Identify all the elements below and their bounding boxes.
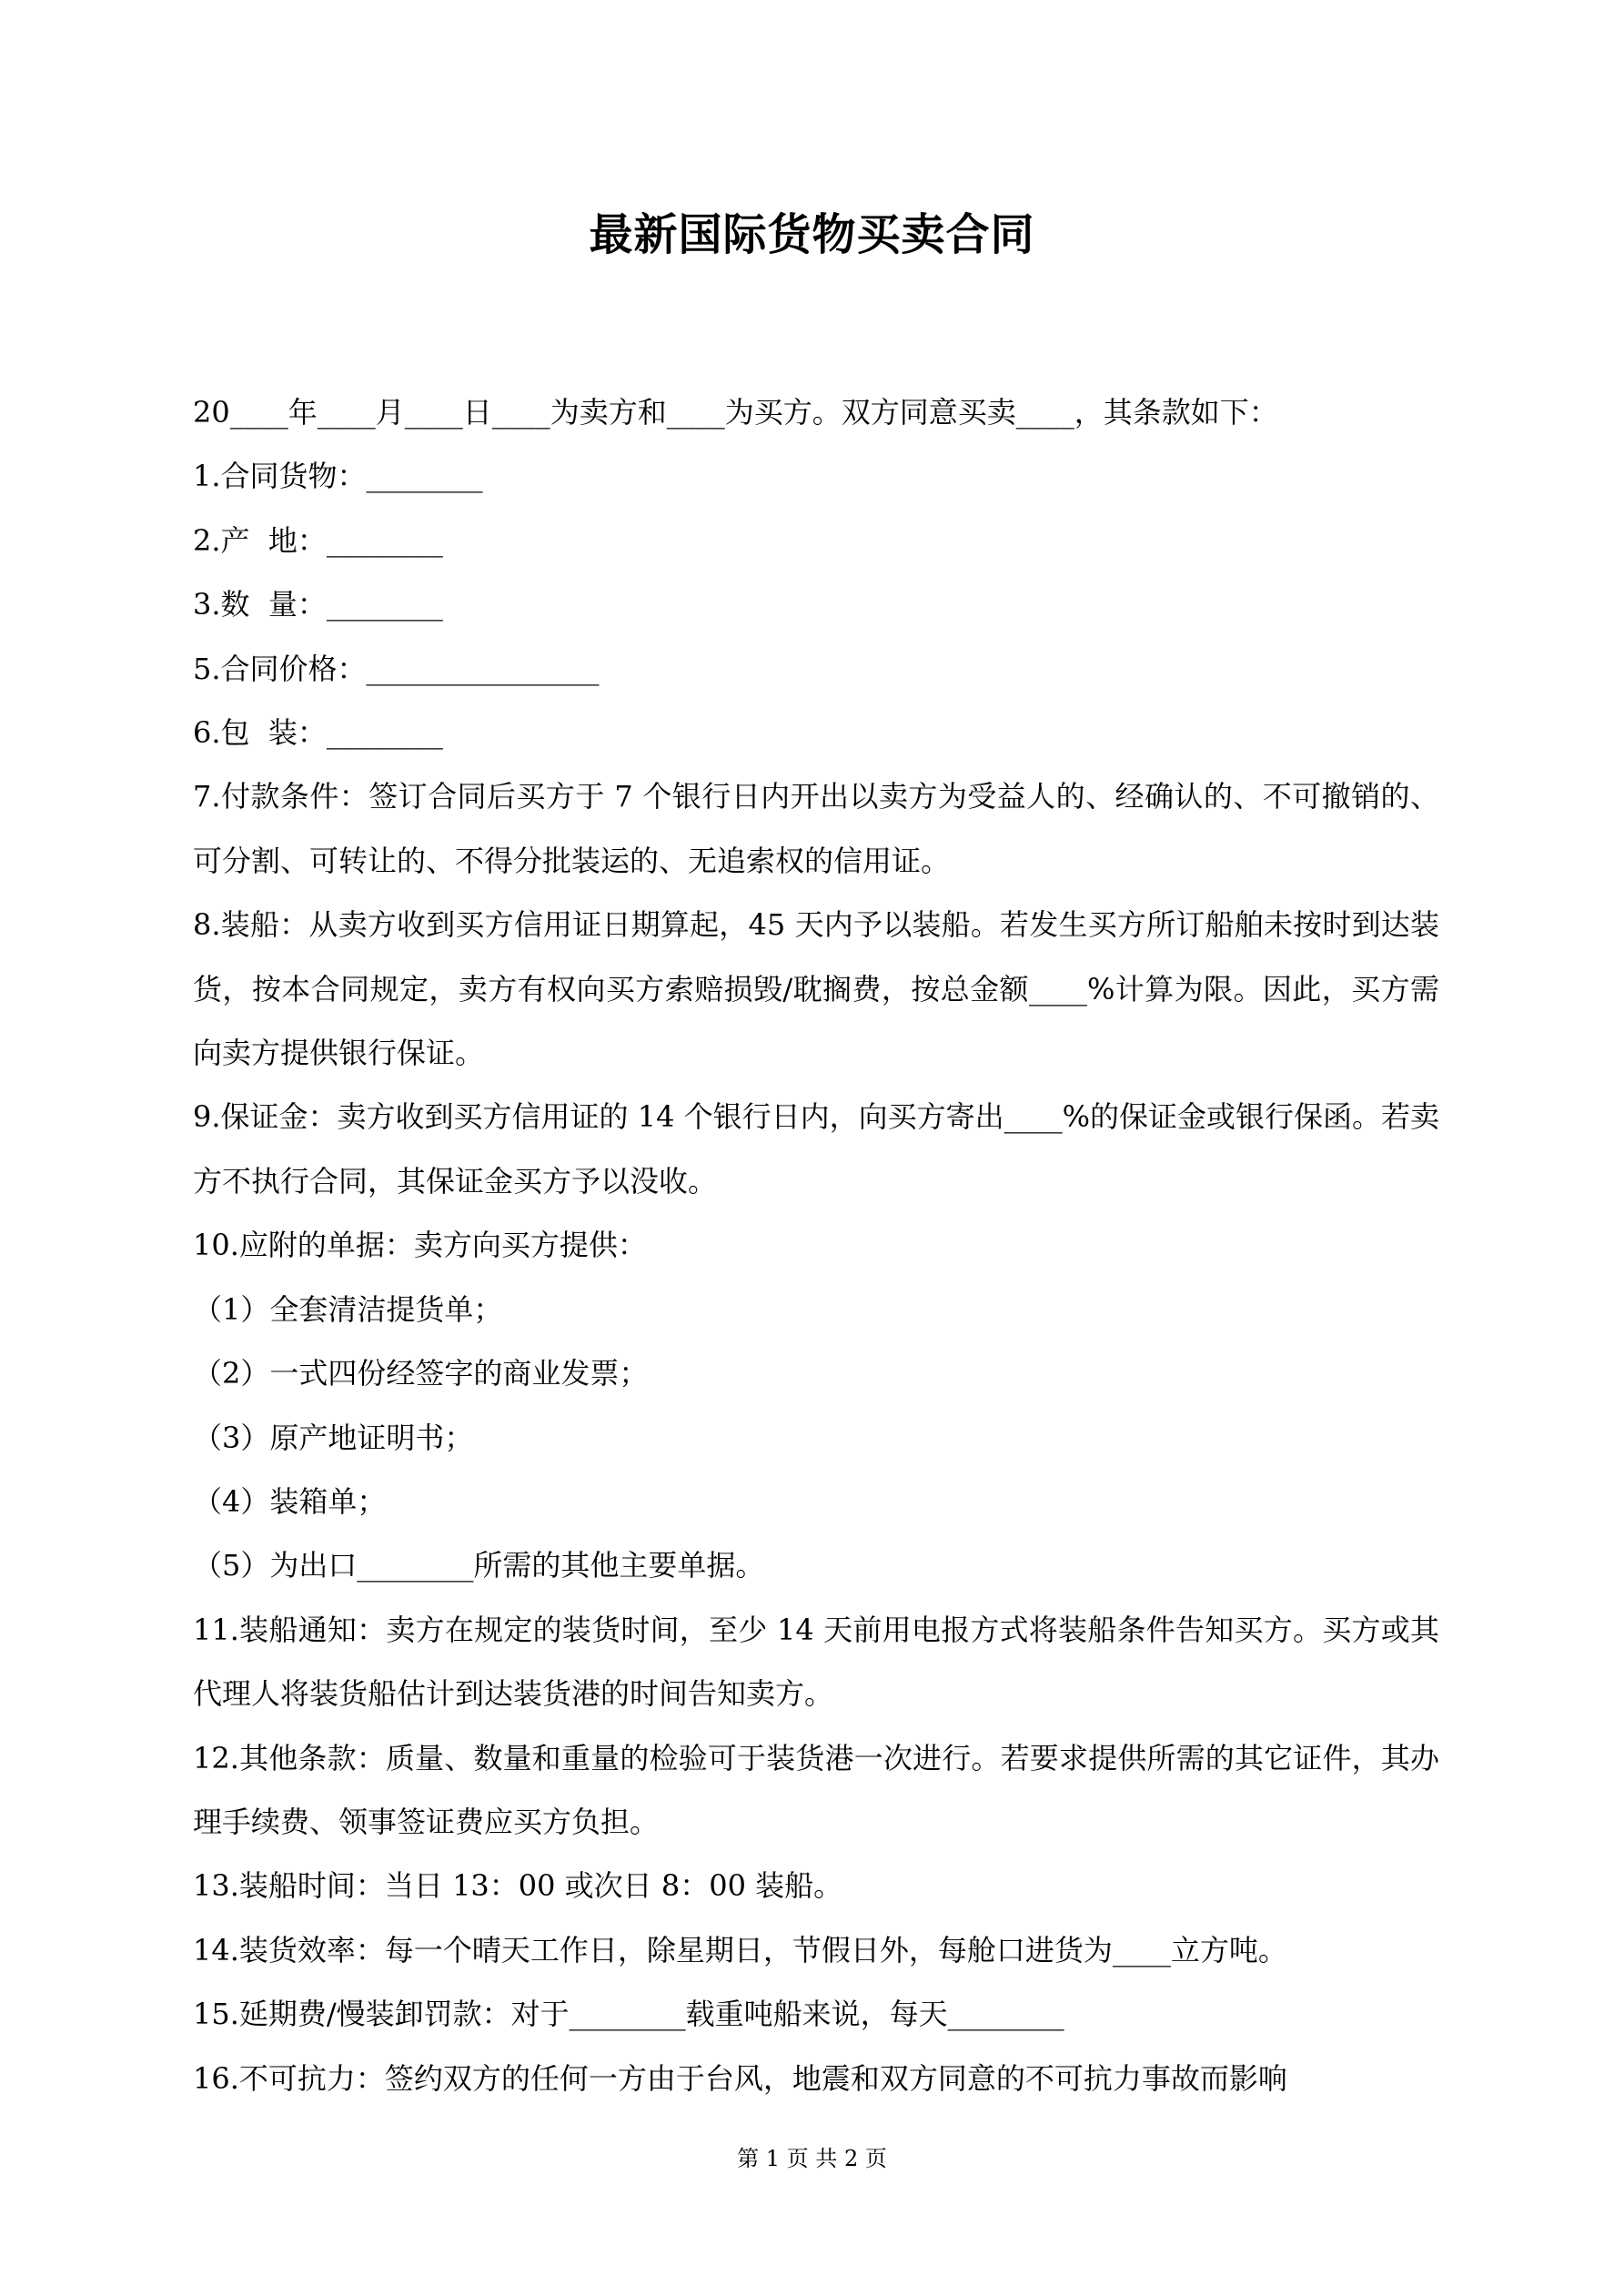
- clause-packing: 6.包 装：________: [193, 715, 443, 751]
- clause-shipment: 8.装船：从卖方收到买方信用证日期算起，45 天内予以装船。若发生买方所订船舶未按时到达装货，按本合同规定，卖方有权向买方索赔损毁/耽搁费，按总金额____%计算为限。因此，买方需向卖方提供银行保证。: [193, 907, 1439, 1071]
- clause-deposit: 9.保证金：卖方收到买方信用证的 14 个银行日内，向买方寄出____%的保证金或银行保函。若卖方不执行合同，其保证金买方予以没收。: [193, 1099, 1440, 1199]
- clause-price: 5.合同价格：________________: [193, 651, 600, 686]
- clause-force-majeure: 16.不可抗力：签约双方的任何一方由于台风，地震和双方同意的不可抗力事故而影响: [193, 2060, 1287, 2096]
- paragraph-preamble: 20____年____月____日____为卖方和____为买方。双方同意买卖____，其条款如下：: [193, 395, 1278, 430]
- clause-goods: 1.合同货物：________: [193, 459, 483, 494]
- clause-loading-rate: 14.装货效率：每一个晴天工作日，除星期日，节假日外，每舱口进货为____立方吨。: [193, 1932, 1287, 1967]
- clause-loading-time: 13.装船时间：当日 13：00 或次日 8：00 装船。: [193, 1868, 843, 1904]
- document-item-3: （3）原产地证明书；: [193, 1420, 474, 1455]
- clause-origin: 2.产 地：________: [193, 522, 443, 558]
- clause-demurrage: 15.延期费/慢装卸罚款：对于________载重吨船来说，每天________: [193, 1997, 1064, 2032]
- clause-other-terms: 12.其他条款：质量、数量和重量的检验可于装货港一次进行。若要求提供所需的其它证件，其办理手续费、领事签证费应买方负担。: [193, 1740, 1439, 1839]
- document-item-2: （2）一式四份经签字的商业发票；: [193, 1356, 649, 1391]
- page-footer: 第 1 页 共 2 页: [737, 2146, 887, 2171]
- clause-payment: 7.付款条件：签订合同后买方于 7 个银行日内开出以卖方为受益人的、经确认的、不可撤销的、可分割、可转让的、不得分批装运的、无追索权的信用证。: [193, 779, 1439, 878]
- clause-shipping-notice: 11.装船通知：卖方在规定的装货时间，至少 14 天前用电报方式将装船条件告知买方。买方或其代理人将装货船估计到达装货港的时间告知卖方。: [193, 1612, 1439, 1712]
- clause-quantity: 3.数 量：________: [193, 587, 443, 622]
- document-item-1: （1）全套清洁提货单；: [193, 1291, 503, 1327]
- clause-documents: 10.应附的单据：卖方向买方提供：: [193, 1228, 647, 1263]
- document-item-4: （4）装箱单；: [193, 1483, 387, 1519]
- document-item-5: （5）为出口________所需的其他主要单据。: [193, 1548, 765, 1583]
- document-title: 最新国际货物买卖合同: [589, 209, 1035, 260]
- document-body: [193, 380, 1439, 2110]
